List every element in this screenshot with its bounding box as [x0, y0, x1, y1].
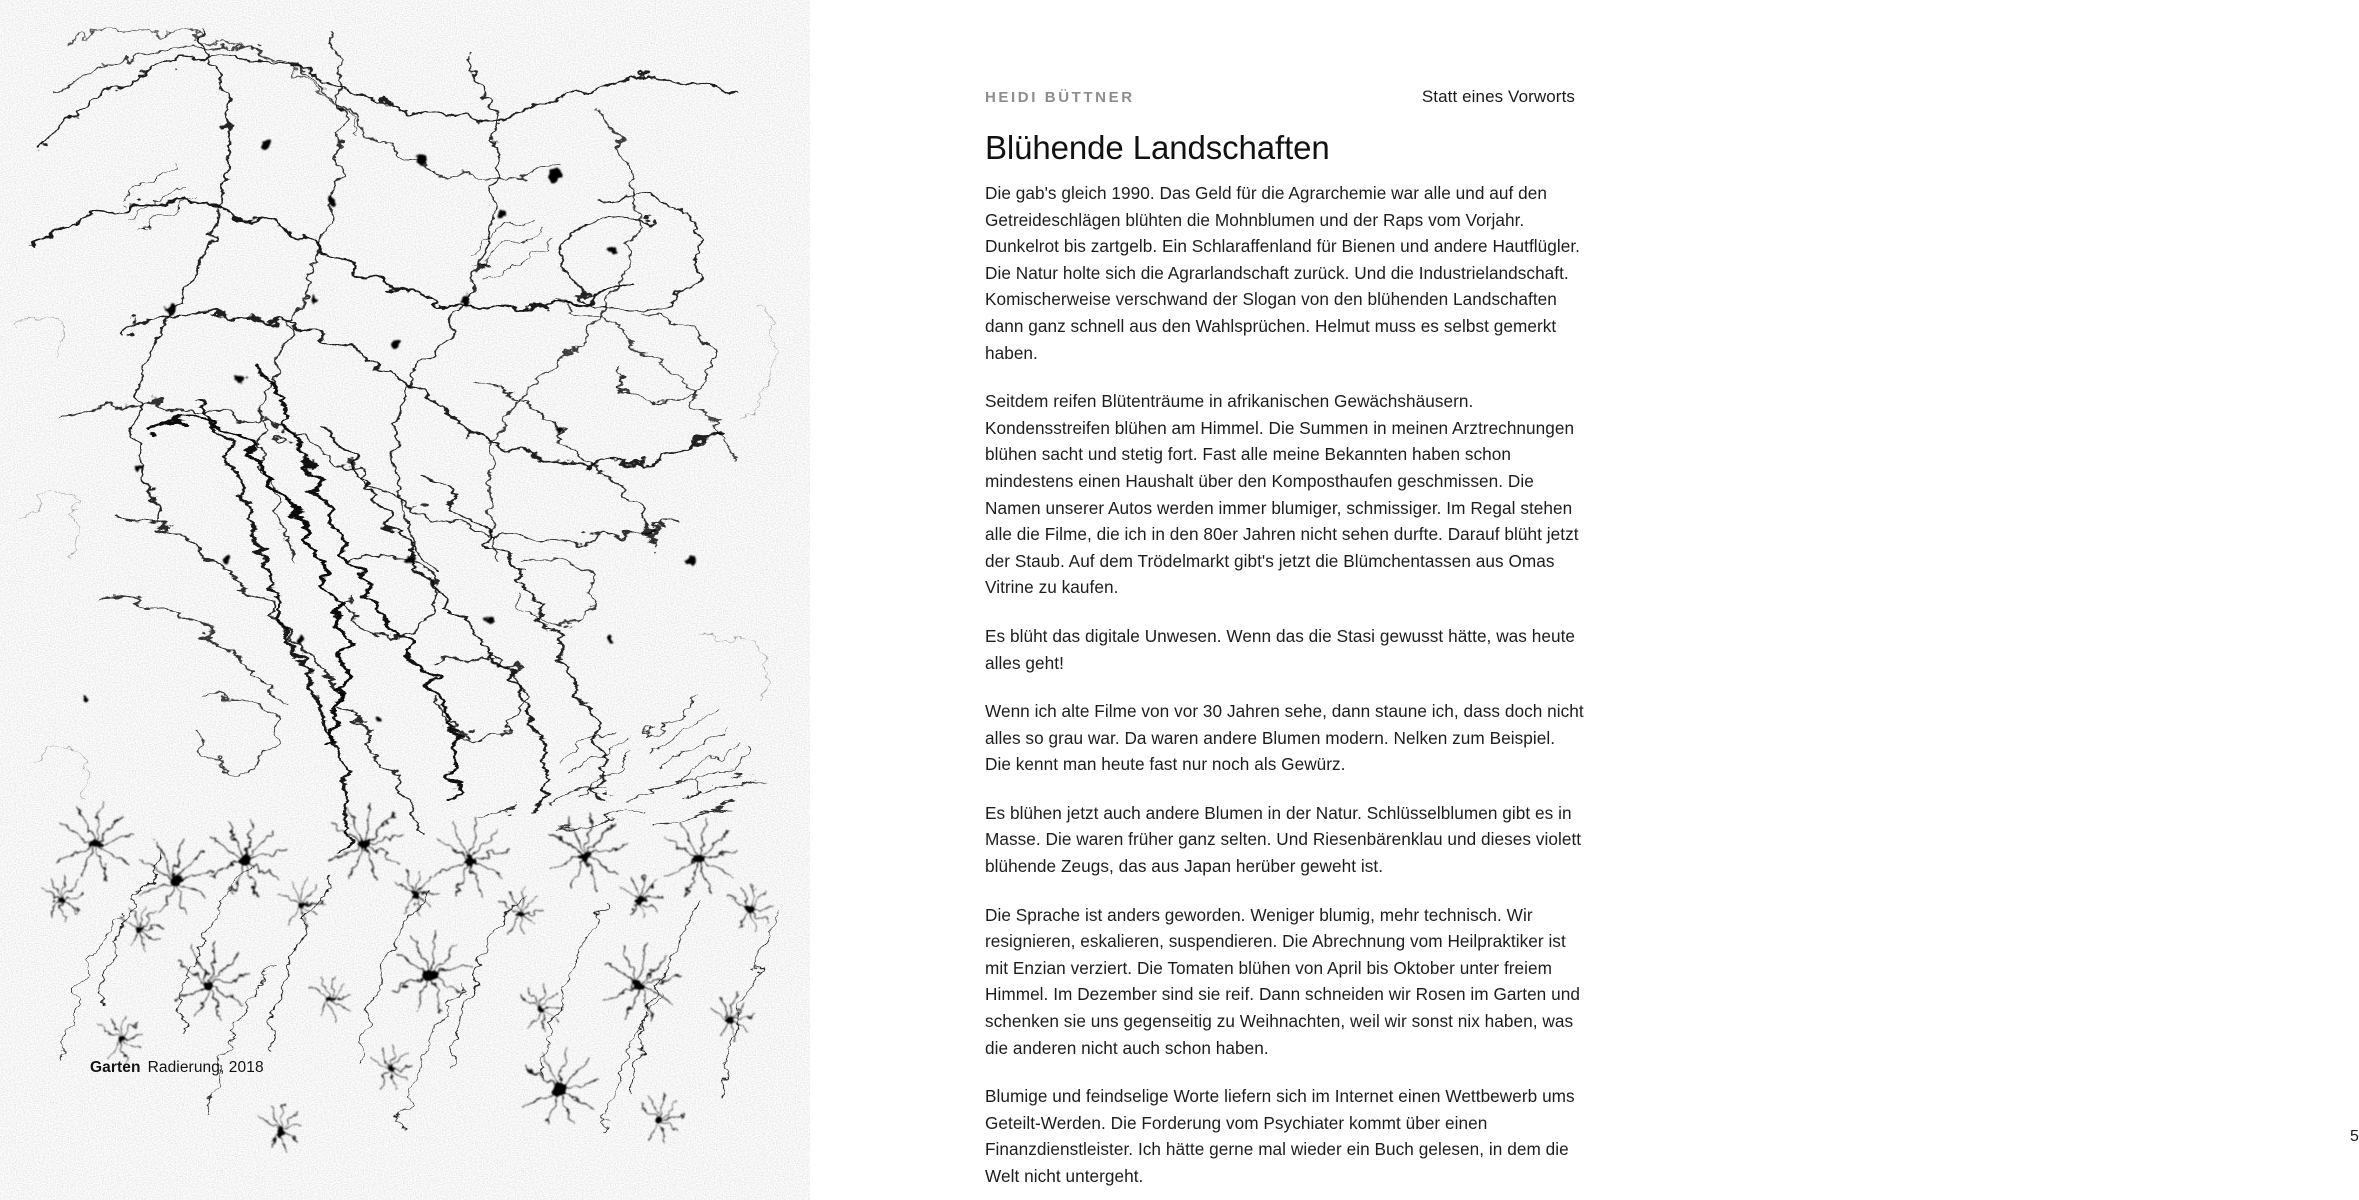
- right-page: [810, 0, 2359, 1200]
- garten-etching-artwork: [0, 0, 810, 1200]
- article-body: [985, 180, 1585, 1190]
- author-name: HEIDI BÜTTNER: [985, 89, 1135, 106]
- body-paragraph: Die Sprache ist anders geworden. Weniger blumig, mehr technisch. Wir resignieren, eskalieren, suspendieren. Die Abrechnung vom Heilpraktiker ist mit Enzian verziert. Die Tomaten blühen von April bis Oktober unter freiem Himmel. Im Dezember sind sie reif. Dann schneiden wir Rosen im Garten und schenken sie uns gegenseitig zu Weihnachten, weil wir sonst nix haben, was die anderen nicht auch schon haben.: [985, 904, 1580, 1058]
- section-label: Statt eines Vorworts: [1421, 87, 1575, 106]
- page-title: Blühende Landschaften: [985, 129, 1330, 166]
- body-paragraph: Seitdem reifen Blütenträume in afrikanischen Gewächshäusern. Kondensstreifen blühen am Himmel. Die Summen in meinen Arztrechnungen blühen sacht und stetig fort. Fast alle meine Bekannten haben schon mindestens einen Haushalt über den Komposthaufen geschmissen. Die Namen unserer Autos werden immer blumiger, schmissiger. Im Regal stehen alle die Filme, die ich in den 80er Jahren nicht sehen durfte. Darauf blüht jetzt der Staub. Auf dem Trödelmarkt gibt's jetzt die Blümchentassen aus Omas Vitrine zu kaufen.: [985, 391, 1579, 598]
- left-page: [0, 0, 810, 1200]
- body-paragraph: Wenn ich alte Filme von vor 30 Jahren sehe, dann staune ich, dass doch nicht alles so grau war. Da waren andere Blumen modern. Nelken zum Beispiel. Die kennt man heute fast nur noch als Gewürz.: [985, 701, 1584, 775]
- running-head: [985, 87, 1575, 107]
- page-number: 5: [2350, 1128, 2359, 1145]
- body-paragraph: Die gab's gleich 1990. Das Geld für die Agrarchemie war alle und auf den Getreideschlägen blühten die Mohnblumen und der Raps vom Vorjahr. Dunkelrot bis zartgelb. Ein Schlaraffenland für Bienen und andere Hautflügler. Die Natur holte sich die Agrarlandschaft zurück. Und die Industrielandschaft. Komischerweise verschwand der Slogan von den blühenden Landschaften dann ganz schnell aus den Wahlsprüchen. Helmut muss es selbst gemerkt haben.: [985, 183, 1581, 363]
- artwork-caption-detail: Radierung, 2018: [147, 1059, 264, 1076]
- body-paragraph: Blumige und feindselige Worte liefern sich im Internet einen Wettbewerb ums Geteilt-Werden. Die Forderung vom Psychiater kommt über einen Finanzdienstleister. Ich hätte gerne mal wieder ein Buch gelesen, in dem die Welt nicht untergeht.: [985, 1086, 1575, 1186]
- artwork-caption: [90, 1059, 264, 1077]
- body-paragraph: Es blühen jetzt auch andere Blumen in der Natur. Schlüsselblumen gibt es in Masse. Die waren früher ganz selten. Und Riesenbärenklau und dieses violett blühende Zeugs, das aus Japan herüber geweht ist.: [985, 802, 1582, 877]
- body-paragraph: Es blüht das digitale Unwesen. Wenn das die Stasi gewusst hätte, was heute alles geht!: [985, 625, 1576, 673]
- artwork-caption-title: Garten: [90, 1059, 141, 1076]
